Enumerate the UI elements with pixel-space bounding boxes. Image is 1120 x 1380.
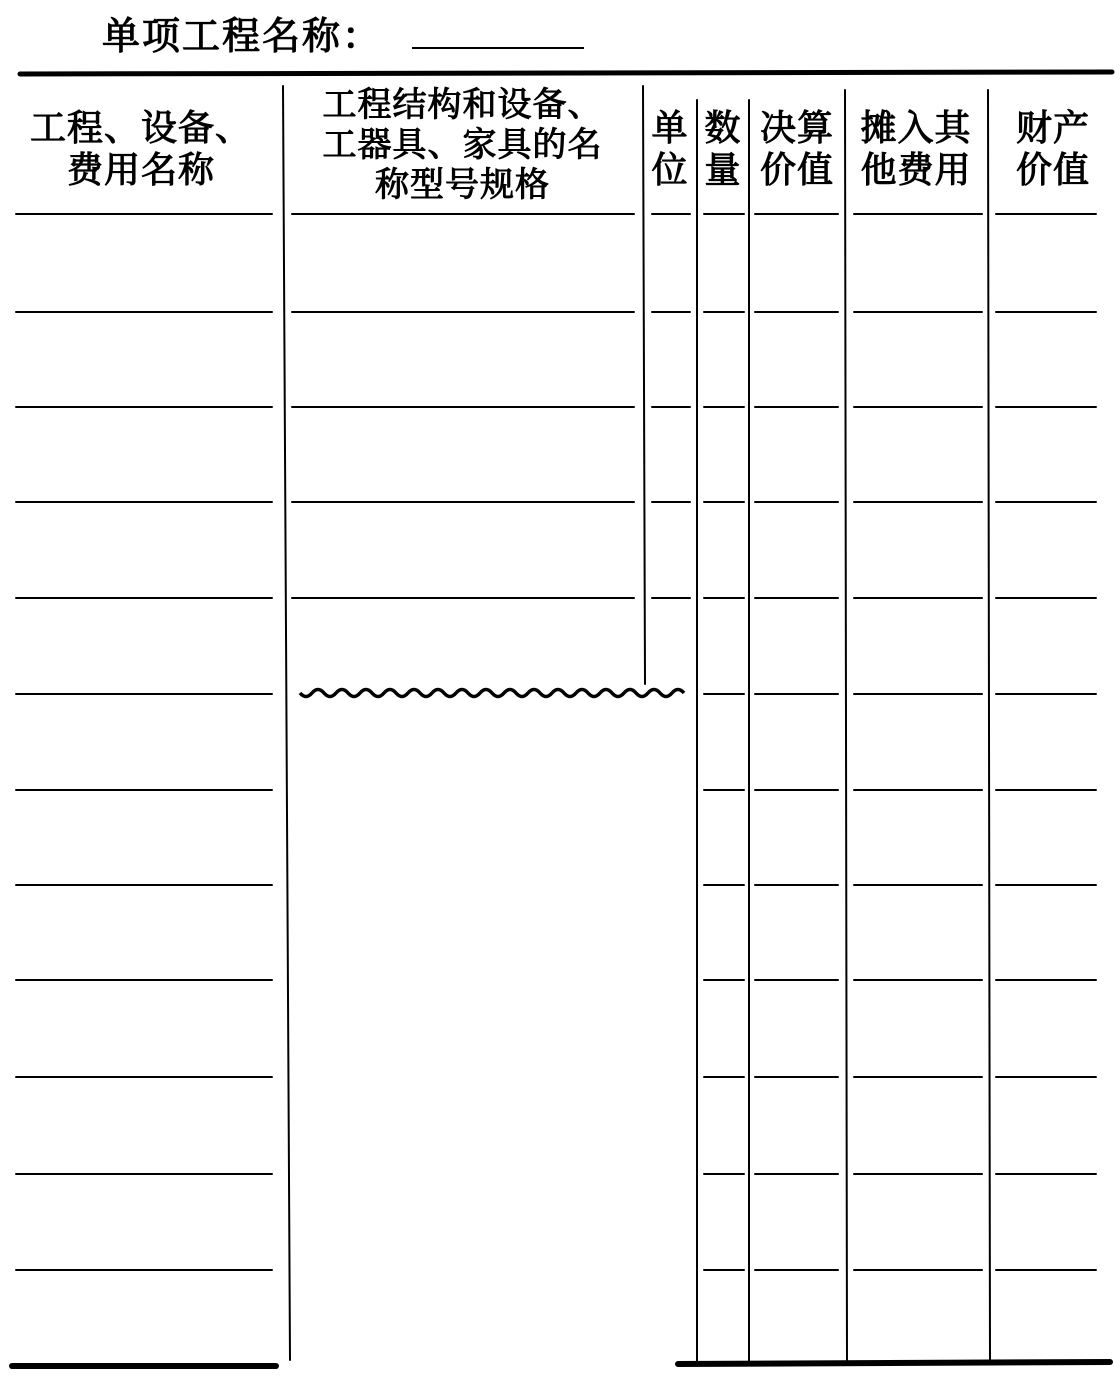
header-spec-line-1: 工程结构和设备、 (322, 85, 603, 125)
header-final-value (750, 108, 844, 192)
header-name (10, 108, 272, 192)
column-divider (283, 86, 290, 1360)
header-qty-line-1: 数 (704, 108, 742, 149)
header-unit-line-2: 位 (651, 150, 689, 191)
header-name-line-1: 工程、设备、 (29, 108, 252, 149)
header-qty (697, 108, 749, 192)
header-final-value-line-2: 价值 (759, 150, 834, 191)
header-spec-line-2: 工器具、家具的名 (322, 125, 603, 165)
header-spec-line-3: 称型号规格 (375, 165, 550, 205)
column-divider (845, 90, 847, 1362)
bottom-rule (678, 1362, 1110, 1364)
header-allocated-other-line-2: 他费用 (860, 150, 972, 191)
header-allocated-other (846, 108, 986, 192)
header-asset-value-line-1: 财产 (1015, 108, 1090, 149)
header-asset-value (993, 108, 1113, 192)
header-name-line-2: 费用名称 (66, 150, 215, 191)
top-rule (20, 72, 1112, 74)
header-unit-line-1: 单 (651, 108, 689, 149)
omission-wave-line (300, 690, 684, 697)
form-title-label: 单项工程名称： (102, 14, 383, 58)
header-qty-line-2: 量 (704, 150, 742, 191)
header-allocated-other-line-1: 摊入其 (860, 108, 972, 149)
header-spec (285, 85, 640, 205)
header-final-value-line-1: 决算 (759, 108, 834, 149)
header-unit (645, 108, 695, 192)
column-divider (988, 90, 990, 1362)
header-asset-value-line-2: 价值 (1015, 150, 1090, 191)
